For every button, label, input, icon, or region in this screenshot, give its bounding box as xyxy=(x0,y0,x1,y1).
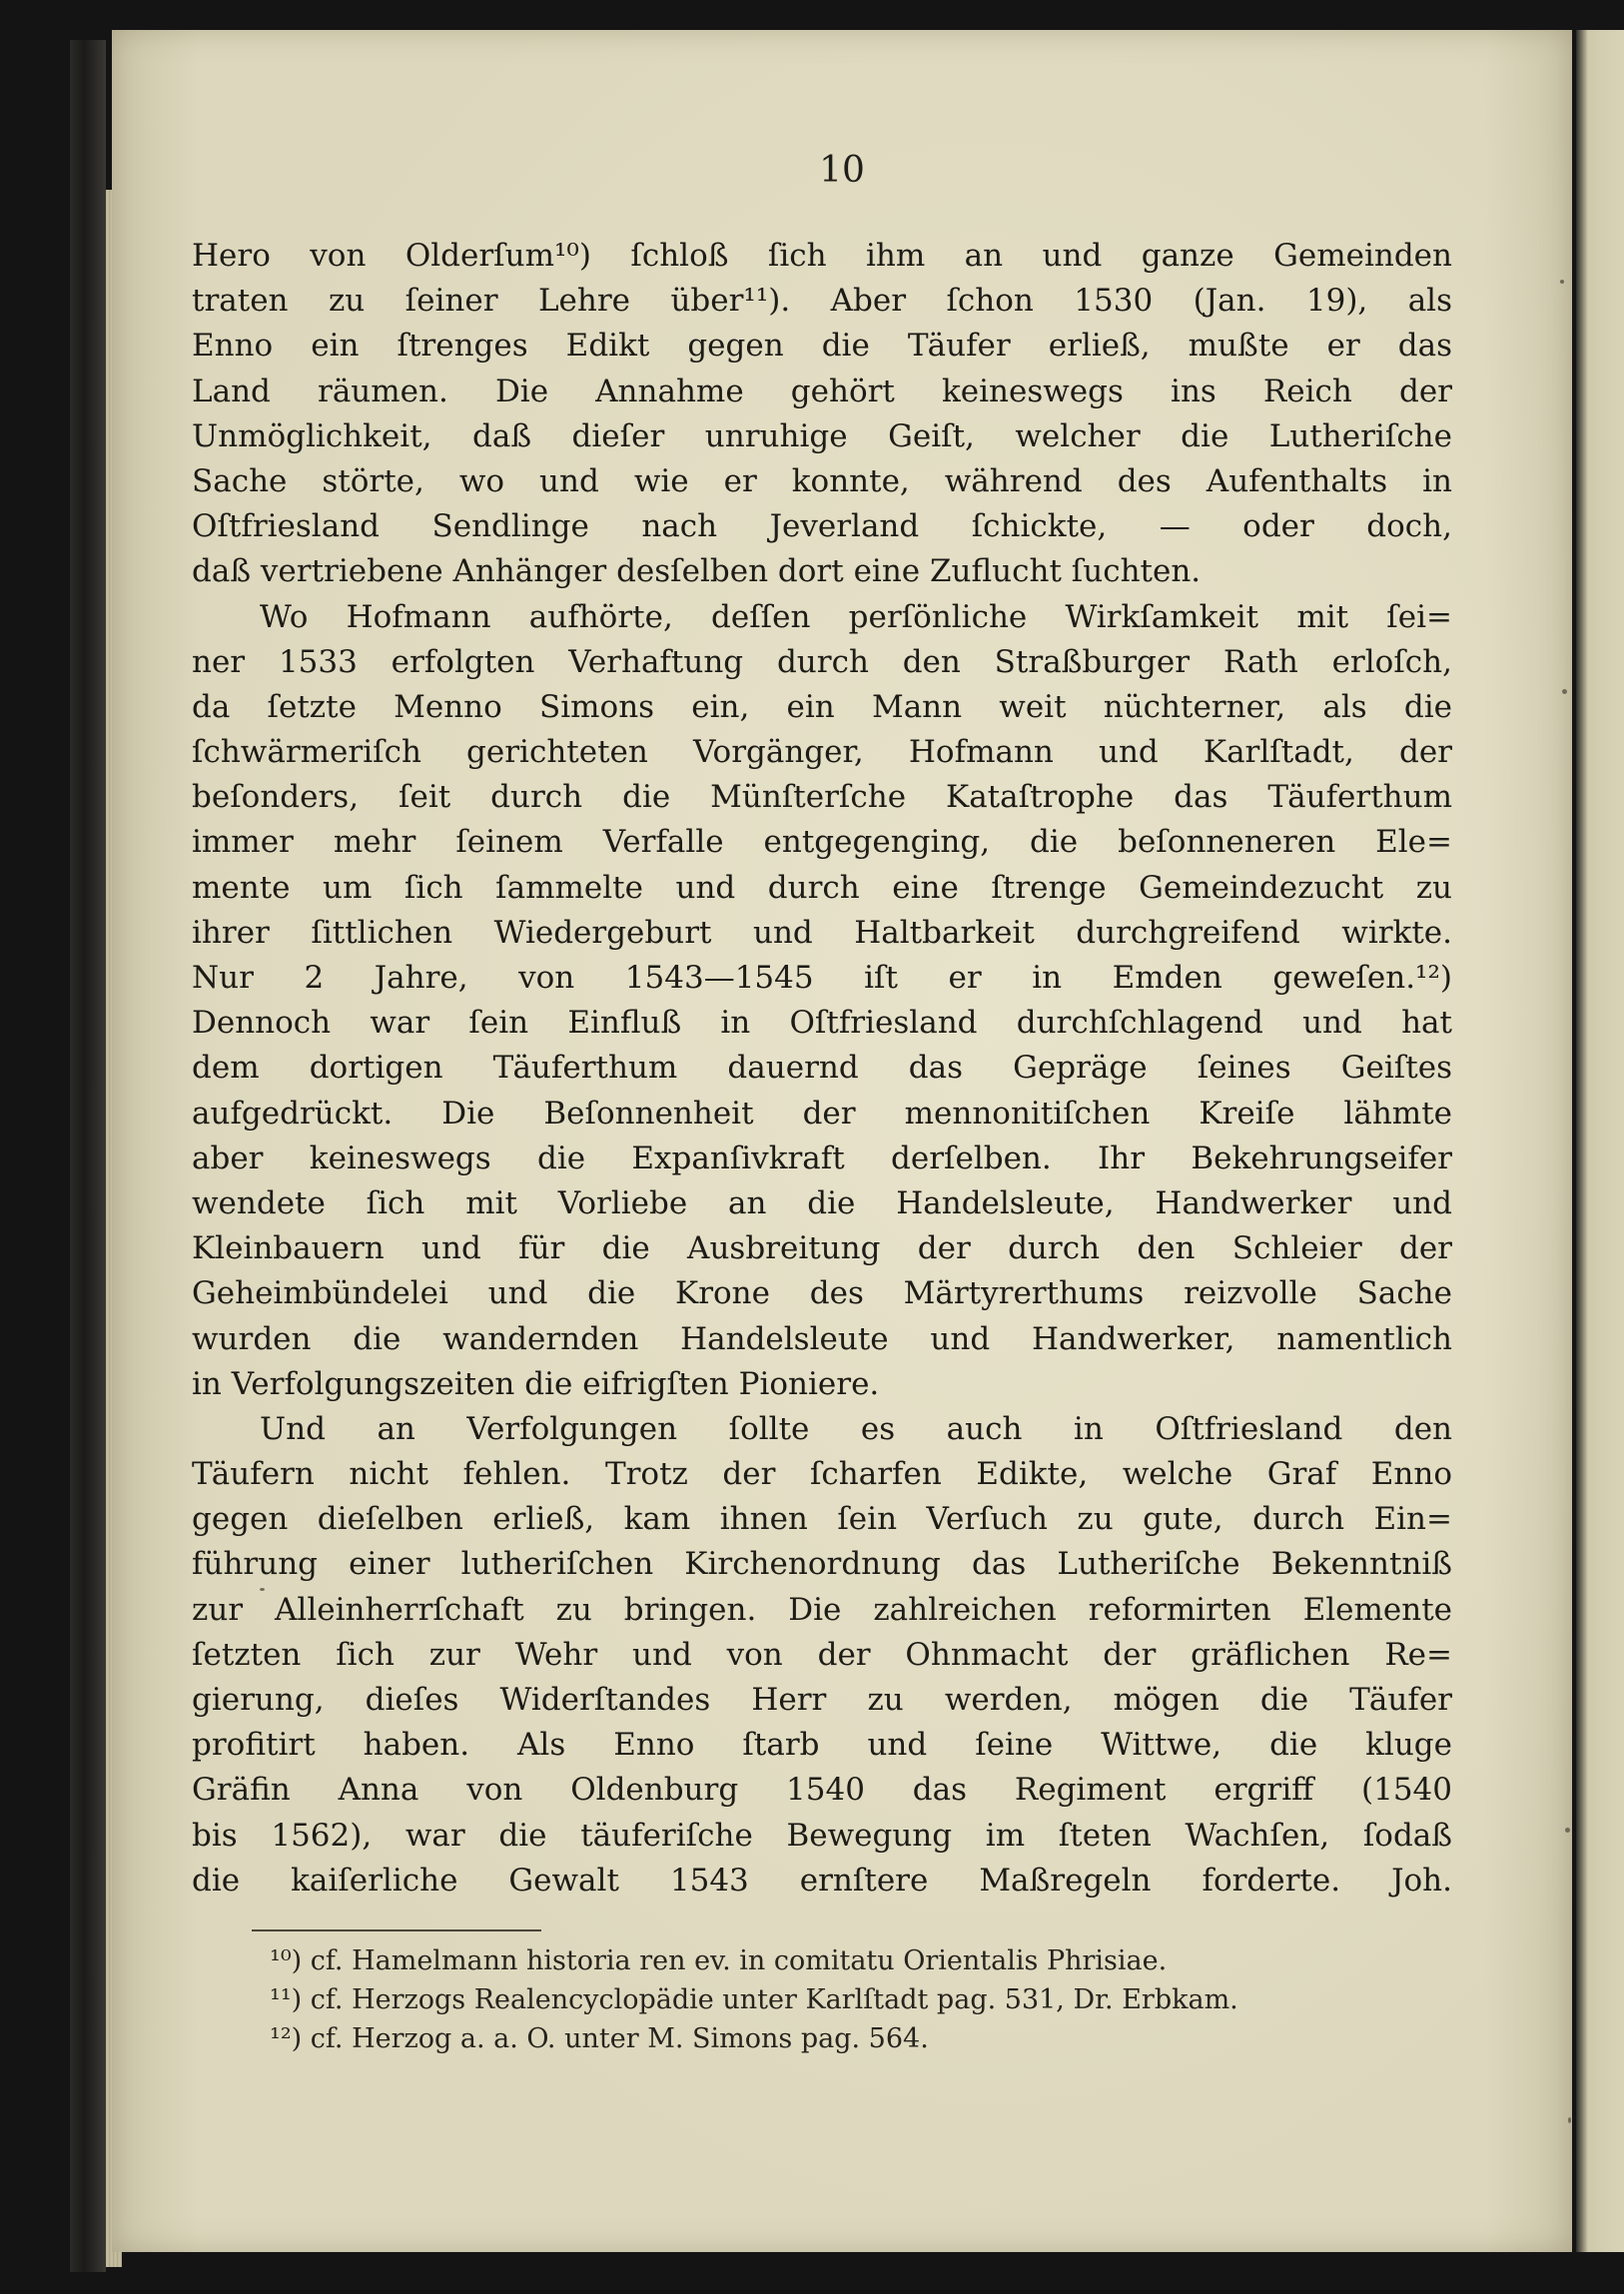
text-line: Nur 2 Jahre, von 1543—1545 iſt er in Emden geweſen.¹²) xyxy=(192,960,1452,996)
text-line: Kleinbauern und für die Ausbreitung der durch den Schleier der xyxy=(192,1230,1452,1267)
footnotes xyxy=(270,1941,1458,2058)
text-line: daß vertriebene Anhänger desſelben dort eine Zuflucht ſuchten. xyxy=(192,553,1202,590)
text-line: ſetzten ſich zur Wehr und von der Ohnmacht der gräflichen Re= xyxy=(192,1636,1452,1673)
text-line: wurden die wandernden Handelsleute und Handwerker, namentlich xyxy=(192,1320,1452,1357)
footnote: ¹⁰) cf. Hamelmann historia ren ev. in comitatu Orientalis Phrisiae. xyxy=(270,1945,1168,1976)
footnote: ¹¹) cf. Herzogs Realencyclopädie unter Karlſtadt pag. 531, Dr. Erbkam. xyxy=(270,1984,1238,2015)
text-line: profitirt haben. Als Enno ſtarb und ſeine Wittwe, die kluge xyxy=(192,1727,1452,1764)
body-text xyxy=(192,234,1452,1904)
text-line: in Verfolgungszeiten die eifrigſten Pioniere. xyxy=(192,1365,880,1402)
text-line: traten zu ſeiner Lehre über¹¹). Aber ſchon 1530 (Jan. 19), als xyxy=(192,283,1452,320)
text-line: Und an Verfolgungen ſollte es auch in Oſtfriesland den xyxy=(260,1410,1452,1447)
text-line: Hero von Olderſum¹⁰) ſchloß ſich ihm an und ganze Gemeinden xyxy=(192,238,1452,274)
text-line: führung einer lutheriſchen Kirchenordnung das Lutheriſche Bekenntniß xyxy=(192,1546,1452,1583)
text-line: Wo Hofmann aufhörte, deſſen perſönliche Wirkſamkeit mit ſei= xyxy=(260,598,1452,635)
text-line: Enno ein ſtrenges Edikt gegen die Täufer erließ, mußte er das xyxy=(192,328,1452,365)
text-line: Unmöglichkeit, daß dieſer unruhige Geiſt, welcher die Lutheriſche xyxy=(192,417,1452,454)
text-line: Sache störte, wo und wie er konnte, während des Aufenthalts in xyxy=(192,462,1452,499)
text-line: Täufern nicht fehlen. Trotz der ſcharfen Edikte, welche Graf Enno xyxy=(192,1456,1452,1493)
text-line: Geheimbündelei und die Krone des Märtyrerthums reizvolle Sache xyxy=(192,1275,1452,1312)
text-line: aber keineswegs die Expanſivkraft derſelben. Ihr Bekehrungseifer xyxy=(192,1140,1452,1176)
text-line: gegen dieſelben erließ, kam ihnen ſein Verſuch zu gute, durch Ein= xyxy=(192,1501,1452,1538)
text-line: Gräfin Anna von Oldenburg 1540 das Regiment ergriff (1540 xyxy=(192,1772,1452,1809)
text-line: Dennoch war ſein Einfluß in Oſtfriesland durchſchlagend und hat xyxy=(192,1005,1452,1042)
text-line: zur Alleinherrſchaft zu bringen. Die zahlreichen reformirten Elemente xyxy=(192,1591,1452,1628)
text-line: ſchwärmeriſch gerichteten Vorgänger, Hofmann und Karlſtadt, der xyxy=(192,734,1452,771)
text-line: aufgedrückt. Die Beſonnenheit der mennonitiſchen Kreiſe lähmte xyxy=(192,1095,1452,1132)
page-number: 10 xyxy=(819,150,865,191)
text-line: wendete ſich mit Vorliebe an die Handelsleute, Handwerker und xyxy=(192,1184,1452,1221)
book-spine xyxy=(70,40,106,2272)
text-line: Land räumen. Die Annahme gehört keineswegs ins Reich der xyxy=(192,373,1452,409)
text-line: ner 1533 erfolgten Verhaftung durch den Straßburger Rath erloſch, xyxy=(192,643,1452,680)
text-line: die kaiſerliche Gewalt 1543 ernſtere Maßregeln forderte. Joh. xyxy=(192,1862,1452,1899)
text-line: gierung, dieſes Widerſtandes Herr zu werden, mögen die Täufer xyxy=(192,1682,1452,1718)
text-line: mente um ſich ſammelte und durch eine ſtrenge Gemeindezucht zu xyxy=(192,869,1452,906)
text-line: beſonders, ſeit durch die Münſterſche Kataſtrophe das Täuferthum xyxy=(192,779,1452,816)
footnote-divider xyxy=(252,1929,541,1931)
text-line: Oſtfriesland Sendlinge nach Jeverland ſchickte, — oder doch, xyxy=(192,508,1452,545)
text-line: bis 1562), war die täuferiſche Bewegung im ſteten Wachſen, ſodaß xyxy=(192,1817,1452,1854)
text-line: ihrer ſittlichen Wiedergeburt und Haltbarkeit durchgreifend wirkte. xyxy=(192,914,1452,951)
text-line: da ſetzte Menno Simons ein, ein Mann weit nüchterner, als die xyxy=(192,688,1452,725)
footnote: ¹²) cf. Herzog a. a. O. unter M. Simons pag. 564. xyxy=(270,2023,929,2054)
next-page-edge xyxy=(1576,30,1624,2252)
text-line: immer mehr ſeinem Verfalle entgegenging, die beſonneneren Ele= xyxy=(192,824,1452,861)
text-line: dem dortigen Täuferthum dauernd das Gepräge ſeines Geiſtes xyxy=(192,1050,1452,1087)
